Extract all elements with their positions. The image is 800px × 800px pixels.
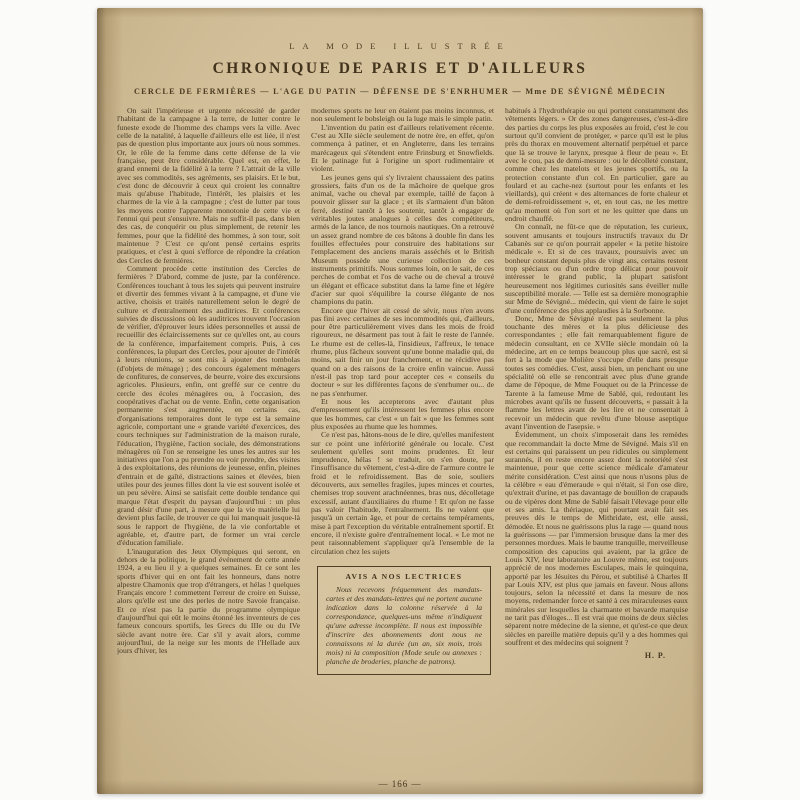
page-number: — 166 — bbox=[378, 779, 422, 789]
notice-body: Nous recevons fréquemment des mandats-cartes et des mandats-lettres qui ne portent aucune indication dans la colonne réservée à la correspondance, quelques-uns même n'indiquent qu'une adresse incomplète. Il nous est impossible d'inscrire des abonnements dont nous ne connaissons ni la durée (un an, six mois, trois mois) ni la composition (Mode seule ou annexes : planche de broderies, planche de patrons). bbox=[326, 585, 482, 666]
magazine-page bbox=[97, 8, 703, 794]
masthead: LA MODE ILLUSTRÉE bbox=[289, 41, 511, 51]
article-title: CHRONIQUE DE PARIS ET D'AILLEURS bbox=[212, 60, 588, 77]
paragraph: Ce n'est pas, hâtons-nous de le dire, qu'elles manifestent sur ce point une infériorité générale ou locale. C'est seulement qu'elles sont moins prudentes. Et leur imprudence, hélas ! se traduit, on s'en doute, par l'insuffisance du vêtement, c'est-à-dire de l'armure contre le froid et le refroidissement. Bas de soie, souliers découverts, aux semelles fragiles, jupes minces et courtes, chemises trop souvent arachnéennes, bras nus, décolletage excessif, autant d'auxiliaires du rhume ! Et qu'on ne fasse pas valoir l'habitude, l'entraînement. Ils ne valent que jusqu'à un certain âge, et pour de certains tempéraments, mise à part l'exception du véritable entraînement sportif. Et encore, il n'existe guère d'entraînement local. « Le mot ne peut raisonnablement s'appliquer qu'à l'ensemble de la circulation chez les sujets bbox=[311, 430, 494, 556]
text-columns bbox=[97, 96, 703, 775]
paragraph: On connaît, ne fût-ce que de réputation, les curieux, souvent amusants et toujours instructifs travaux du Dr Cabanès sur ce qu'on pourrait appeler « la petite histoire médicale ». Et si de ces travaux, poursuivis avec un bonheur constant depuis plus de vingt ans, certains restent trop spéciaux ou d'un ordre trop délicat pour pouvoir intéresser le grand public, la plupart satisfont heureusement nos légitimes curiosités sans éveiller nulle susceptibilité morale. — Telle est sa dernière monographie sur Mme de Sévigné... médecin, qui vient de faire le sujet d'une conférence des plus applaudies à la Sorbonne. bbox=[505, 222, 688, 315]
paragraph: On sait l'impérieuse et urgente nécessité de garder l'habitant de la campagne à la terre, de lutter contre le funeste exode de l'homme des champs vers la ville. Avec celle de la natalité, à laquelle d'ailleurs elle est liée, il n'est pas de question plus importante aux jours où nous sommes. Or, le rôle de la femme dans cette défense de la vie française, peut être considérable. Quel est, en effet, le grand ennemi de la fidélité à la terre ? L'attrait de la ville avec ses commodités, ses agréments, ses plaisirs. Et le but, c'est donc de découvrir à ceux qui croient les connaître mais qu'abuse l'habitude, l'intérêt, les plaisirs et les charmes de la vie à la campagne ; c'est de lutter par tous les moyens contre l'apparente monotonie de cette vie et l'ennui qui peut s'ensuivre. Mais ne suffit-il pas, dans bien des cas, de conquérir ou plus simplement, de retenir les femmes, pour que la fidélité des hommes, à son tour, soit maintenue ? C'est ce qu'ont pensé certains esprits pratiques, et c'est à quoi s'efforce de répondre la création des Cercles de fermières. bbox=[117, 107, 300, 265]
paragraph: L'invention du patin est d'ailleurs relativement récente. C'est au XIIe siècle seulement de notre ère, en effet, qu'on commença à patiner, et en Angleterre, dans les terrains marécageux qui s'étendent entre Frinsburg et Snowfields. Et le patinage fut à l'origine un sport rudimentaire et violent. bbox=[311, 122, 494, 174]
paragraph: Encore que l'hiver ait cessé de sévir, nous n'en avons pas fini avec certaines de ses incommodités qui, d'ailleurs, pour être particulièrement vives dans les mois de froid rigoureux, ne désarment pas tout à fait le reste de l'année. Le rhume est de celles-là, l'insidieux, l'affreux, le tenace rhume, plus fâcheux souvent qu'une bonne maladie qui, du moins, sait finir un jour franchement, et ne récidive pas quand on a des raisons de la croire enfin vaincue. Aussi n'est-il pas trop tard pour accepter ces « conseils du docteur » sur les différentes façons de s'enrhumer ou... de ne pas s'enrhumer. bbox=[311, 305, 494, 398]
paragraph: Donc, Mme de Sévigné n'est pas seulement la plus touchante des mères et la plus délicieuse des correspondantes ; elle fait remarquablement figure de médecin consultant, en ce XVIIe siècle mondain où la médecine, art en ce temps beaucoup plus que sacré, est si fort à la mode que Molière s'occupe d'elle dans presque toutes ses comédies. C'est, aussi bien, un penchant ou une spécialité où elle se rencontrait avec plus d'une grande dame de l'époque, de Mme Fouquet ou de la Princesse de Tarente à la fameuse Mme de Sablé, qui, redoutant les microbes avant qu'ils ne fussent découverts, « passait à la flamme les lettres avant de les lire et ne consentait à recevoir un médecin que revêtu d'une blouse aseptique avant l'invention de l'asepsie. » bbox=[505, 313, 688, 431]
paragraph: Et nous les accepterons avec d'autant plus d'empressement qu'ils intéressent les femmes plus encore que les hommes, car c'est « un fait » que les femmes sont plus exposées au rhume que les hommes. bbox=[311, 396, 494, 431]
screenshot-canvas bbox=[0, 8, 800, 800]
column-1 bbox=[117, 107, 300, 775]
paragraph: Les jeunes gens qui s'y livraient chaussaient des patins grossiers, faits d'un os de la mâchoire de quelque gros animal, vache ou cheval par exemple, taillé de façon à pouvoir glisser sur la glace ; et ils s'armaient d'un bâton ferré, destiné tantôt à les soutenir, tantôt à engager de véritables joutes analogues à celles des compétiteurs, armés de la lance, de nos tournois nautiques. On a retrouvé un assez grand nombre de ces bâtons à double fin dans les fouilles effectuées pour construire des habitations sur l'emplacement des anciens marais asséchés et le British Museum possède une curieuse collection de ces instruments primitifs. Nous sommes loin, on le sait, de ces perches de combat et l'os de vache ou de cheval a trouvé un élégant et efficace substitut dans la lame fine et légère d'acier sur quoi s'équilibre la course élégante de nos champions du patin. bbox=[311, 172, 494, 307]
paragraph-continuation: habitués à l'hydrothérapie ou qui portent constamment des vêtements légers. » Or des zones dangereuses, c'est-à-dire des parties du corps les plus exposées au froid, c'est le cou surtout qu'il convient de protéger, « parce qu'il est le plus près du thorax en mouvement alternatif perpétuel et parce que là se trouve le larynx, presque à fleur de peau ». Et avec le cou, pas de demi-mesure : ou le décolleté constant, comme chez les matelots et les jeunes sportifs, ou la protection constante d'un col. En particulier, gare au foulard et au cache-nez (surtout pour les enfants et les vieillards), qui créent « des alternances de forte chaleur et de demi-refroidissement », et, en tout cas, ne les mettre qu'au moment où l'on sort et ne les quitter que dans un endroit chauffé. bbox=[505, 107, 688, 224]
paragraph-continuation: modernes sports ne leur en étaient pas moins inconnus, et non seulement le bobsleigh ou la luge mais le simple patin. bbox=[311, 107, 494, 124]
paragraph: L'inauguration des Jeux Olympiques qui seront, en dehors de la politique, le grand événement de cette année 1924, a eu lieu il y a quelques semaines. Et ce sont les sports d'hiver qui en ont fait les honneurs, dans notre alpestre Chamonix que trop d'étrangers, et hélas ! quelques Français encore ! commettent l'erreur de croire en Suisse, alors qu'elle est une des perles de notre Savoie française. Et ce n'est pas la partie du programme olympique d'aujourd'hui qui eût le moins étonné les inventeurs de ces fameux concours sportifs, les Grecs du IIIe ou du IVe siècle avant notre ère. Car s'il y avait alors, comme aujourd'hui, de la neige sur les monts de l'Hellade aux jours d'hiver, les bbox=[117, 546, 300, 656]
page-header bbox=[97, 8, 703, 96]
notice-title: AVIS A NOS LECTRICES bbox=[345, 571, 463, 581]
column-3 bbox=[505, 107, 688, 775]
paragraph: Évidemment, un choix s'imposerait dans les remèdes que recommandait la docte Mme de Sévigné. Mais s'il en est certains qui paraissent un peu ridicules ou simplement surannés, il en reste encore assez dont la notoriété s'est maintenue, pour que cette science médicale d'amateur mérite considération. C'est ainsi que nous n'usons plus de la célèbre « eau d'émeraude » qui n'était, si l'on ose dire, qu'extrait d'urine, et pas davantage de bouillon de crapauds ou de vipères dont Mme de Sablé faisait l'élevage pour elle et ses amis. La thériaque, qui pourtant avait fait ses preuves dès le temps de Mithridate, est, elle aussi, démodée. Et nous ne guérissons plus la rage — quand nous la guérissons — par l'immersion brusque dans la mer des personnes mordues. Mais le baume tranquille, merveilleuse composition des capucins qui avaient, par la grâce de Louis XIV, leur laboratoire au Louvre même, est toujours apprécié de nos modernes Esculapes, mais le quinquina, apporté par les Jésuites du Pérou, et subtilisé à Charles II par Louis XIV, est plus que jamais en faveur. Nous allons toujours, selon la nécessité et dans la mesure de nos moyens, redemander force et santé à ces miraculeuses eaux minérales sur lesquelles la charmante et bavarde marquise ne tarit pas d'éloges... Il est vrai que moins de deux siècles séparent notre médecine de la sienne, et qu'est-ce que deux siècles en pareille matière depuis qu'il y a des hommes qui souffrent et des médecins qui soignent ? bbox=[505, 430, 688, 647]
column-2 bbox=[311, 107, 494, 775]
article-subtitle: CERCLE DE FERMIÈRES — L'AGE DU PATIN — DÉFENSE DE S'ENRHUMER — Mme DE SÉVIGNÉ MÉDECIN bbox=[133, 87, 667, 96]
paragraph: Comment procède cette institution des Cercles de fermières ? D'abord, comme de juste, par la conférence. Conférences touchant à tous les sujets qui peuvent instruire et divertir des femmes vivant à la campagne, et d'une vie active, choisis et traités naturellement selon le degré de culture et d'entraînement des auditrices. Et conférences suivies de discussions où les auditrices trouvent l'occasion de vérifier, d'éprouver leurs idées personnelles et aussi de recueillir des éclaircissements sur ce qu'elles ont, au cours de la conférence, imparfaitement compris. Puis, à ces conférences, la plupart des Cercles, pour ajouter de l'intérêt à leurs réunions, se sont mis à ajouter des tombolas (d'objets de ménage) ; des concours également ménagers de confitures, de conserves, de beurre, voire des excursions agricoles. Plusieurs, enfin, ont greffé sur ce centre du cercle des écoles ménagères ou, à l'occasion, des coopératives d'achat ou de vente. Enfin, cette organisation permanente s'est augmentée, en certains cas, d'organisations temporaires dont le type est la semaine agricole, comportant une « grande variété d'exercices, des cours techniques sur l'administration de la maison rurale, l'éducation, l'hygiène, l'action sociale, des démonstrations ménagères où l'on se renseigne les unes les autres sur les initiatives que l'on a pu prendre ou voir prendre, des visites à des exploitations, des réunions de jeunesse, enfin, pleines d'entrain et de gaîté, distractions saines et élevées, bien utiles pour des jeunes filles dont la vie est souvent isolée et un peu sévère. Ainsi se satisfait cette double tendance qui marque l'état d'esprit du paysan d'aujourd'hui : un plus grand désir d'une part, à mesure que la vie matérielle lui devient plus facile, de trouver ce qui lui manquait jusque-là sous le rapport de l'hygiène, de la vie confortable et agréable, et, d'autre part, de former un vrai cercle d'éducation familiale. bbox=[117, 263, 300, 548]
author-signature: H. P. bbox=[644, 651, 666, 661]
notice-box bbox=[317, 566, 491, 675]
